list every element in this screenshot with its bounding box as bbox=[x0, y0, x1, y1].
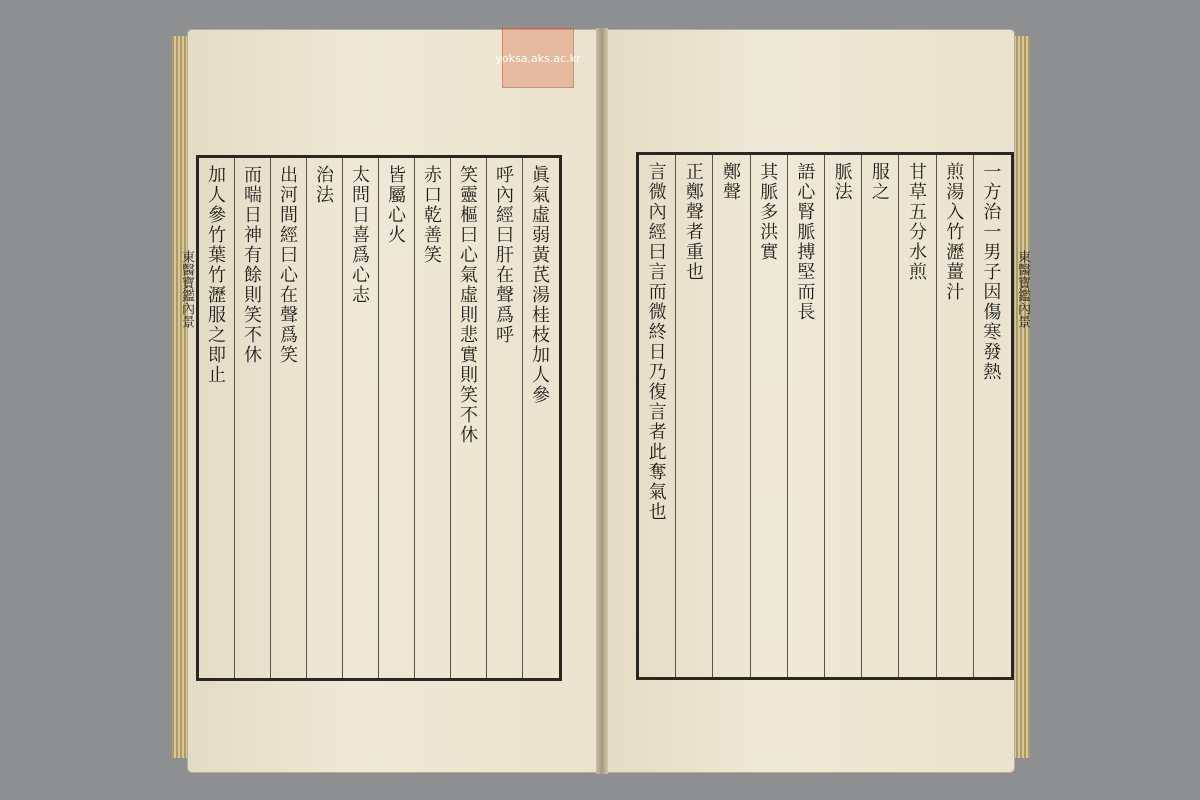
column-rule bbox=[861, 155, 862, 677]
column-rule bbox=[712, 155, 713, 677]
left_page-column: 呼 內 經 曰 肝 在 聲 爲 呼 bbox=[496, 165, 514, 346]
column-rule bbox=[486, 158, 487, 678]
left_page-column: 眞 氣 虛 弱 黃 芪 湯 桂 枝 加 人 參 bbox=[532, 165, 550, 406]
left_page-column: 笑 靈 樞 曰 心 氣 虛 則 悲 實 則 笑 不 休 bbox=[460, 165, 478, 446]
watermark-label: yoksa.aks.ac.kr bbox=[495, 51, 581, 65]
column-rule bbox=[234, 158, 235, 678]
left_page-column: 皆 屬 心 火 bbox=[388, 165, 406, 246]
column-rule bbox=[750, 155, 751, 677]
right_page-column: 正 鄭 聲 者 重 也 bbox=[685, 162, 704, 283]
column-rule bbox=[898, 155, 899, 677]
column-rule bbox=[270, 158, 271, 678]
column-rule bbox=[414, 158, 415, 678]
left_page-column: 加 人 參 竹 葉 竹 瀝 服 之 即 止 bbox=[208, 165, 226, 386]
column-rule bbox=[342, 158, 343, 678]
right_page-column: 煎 湯 入 竹 瀝 薑 汁 bbox=[946, 162, 965, 303]
column-rule bbox=[936, 155, 937, 677]
right_page-column: 鄭 聲 bbox=[723, 162, 741, 203]
left_page-column: 赤 口 乾 善 笑 bbox=[424, 165, 442, 266]
column-rule bbox=[675, 155, 676, 677]
left-edge-label: 東醫寶鑑內景 bbox=[179, 250, 194, 328]
right_page-column: 言 微 內 經 曰 言 而 微 終 日 乃 復 言 者 此 奪 氣 也 bbox=[648, 162, 667, 523]
left_page-column: 太 問 日 喜 爲 心 志 bbox=[352, 165, 370, 306]
column-rule bbox=[378, 158, 379, 678]
column-rule bbox=[824, 155, 825, 677]
column-rule bbox=[522, 158, 523, 678]
column-rule bbox=[306, 158, 307, 678]
right_page-column: 脈 法 bbox=[834, 162, 853, 203]
right_page-column: 語 心 腎 脈 搏 堅 而 長 bbox=[797, 162, 816, 323]
right_page-column: 其 脈 多 洪 實 bbox=[760, 162, 779, 263]
column-rule bbox=[787, 155, 788, 677]
left-text-block bbox=[196, 155, 562, 681]
right_page-column: 一 方 治 一 男 子 因 傷 寒 發 熱 bbox=[983, 162, 1002, 383]
left_page-column: 出 河 間 經 曰 心 在 聲 爲 笑 bbox=[280, 165, 298, 366]
left_page-column: 治 法 bbox=[316, 165, 334, 206]
right-page-edges bbox=[1012, 36, 1030, 758]
column-rule bbox=[973, 155, 974, 677]
watermark-stamp bbox=[495, 28, 581, 88]
right-edge-label: 東醫寶鑑內景 bbox=[1015, 250, 1030, 328]
left_page-column: 而 喘 日 神 有 餘 則 笑 不 休 bbox=[244, 165, 262, 366]
right_page-column: 甘 草 五 分 水 煎 bbox=[909, 162, 927, 283]
column-rule bbox=[450, 158, 451, 678]
right-text-block bbox=[636, 152, 1014, 680]
book-spine bbox=[596, 28, 608, 774]
right_page-column: 服 之 bbox=[871, 162, 890, 203]
